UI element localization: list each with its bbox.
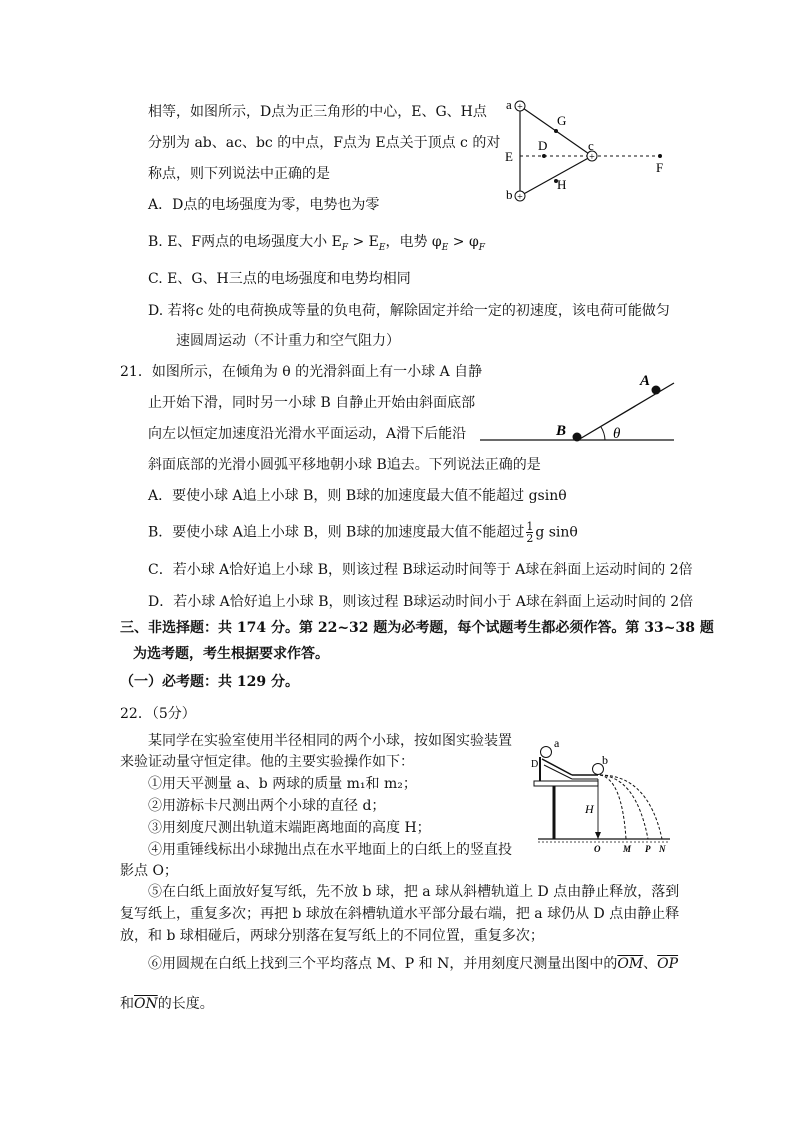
label-b: b [602, 753, 608, 767]
label-d: D [538, 138, 548, 153]
section3-heading-line-2: 为选考题，考生根据要求作答。 [133, 646, 329, 662]
q20-option-b: B. E、F两点的电场强度大小 $E_F > E_E$，电势 $\varphi_E > \varphi_F$ [148, 234, 486, 253]
label-g: G [557, 113, 567, 128]
q22-step-4-line-2: 影点 O； [120, 863, 178, 879]
q20-option-a: A．D点的电场强度为零，电势也为零 [148, 197, 380, 213]
q22-text-line-2: 来验证动量守恒定律。他的主要实验操作如下： [120, 754, 414, 770]
q22-text-line-1: 某同学在实验室使用半径相同的两个小球，按如图实验装置 [148, 733, 512, 749]
q21-option-d: D．若小球 A恰好追上小球 B，则该过程 B球运动时间小于 A球在斜面上运动时间的 2倍 [148, 594, 694, 610]
label-n: N [659, 844, 666, 853]
q21-text-line-4: 斜面底部的光滑小圆弧平移地朝小球 B追去。下列说法正确的是 [148, 457, 541, 473]
label-h: H [585, 802, 594, 816]
q21-option-c: C．若小球 A恰好追上小球 B，则该过程 B球运动时间等于 A球在斜面上运动时间的 2倍 [148, 562, 693, 578]
q20-option-c: C. E、G、H三点的电场强度和电势均相同 [148, 271, 411, 287]
q22-step-4-line-1: ④用重锤线标出小球抛出点在水平地面上的白纸上的竖直投 [148, 842, 512, 858]
q21-option-b: B．要使小球 A追上小球 B，则 B球的加速度最大值不能超过 $\frac{1}{2}$ g sinθ [148, 520, 578, 545]
q22-heading: 22．（5分） [120, 706, 196, 722]
label-ball-a: A [640, 373, 651, 389]
q22-step-5-line-3: 放，和 b 球相碰后，两球分别落在复写纸上的不同位置，重复多次； [120, 928, 544, 944]
label-b: b [506, 187, 513, 202]
section3-heading-line-1: 三、非选择题：共 174 分。第 22~32 题为必考题，每个试题考生都必须作答。第 33~38 题 [120, 620, 714, 636]
q21-option-a: A．要使小球 A追上小球 B，则 B球的加速度最大值不能超过 gsinθ [148, 488, 567, 504]
label-f: F [656, 160, 664, 175]
label-m: M [623, 844, 632, 853]
svg-text:+: + [517, 192, 523, 203]
q21-text-line-2: 止开始下滑，同时另一小球 B 自静止开始由斜面底部 [148, 395, 476, 411]
q22-step-6-line-1: ⑥用圆规在白纸上找到三个平均落点 M、P 和 N，并用刻度尺测量出图中的$\overline{OM}$、$\overline{OP}$ [148, 956, 679, 972]
q21-text-line-1: 21．如图所示，在倾角为 θ 的光滑斜面上有一小球 A 自静 [120, 364, 483, 380]
label-theta: θ [613, 426, 621, 442]
q22-step-1: ①用天平测量 a、b 两球的质量 m₁和 m₂； [148, 776, 417, 792]
q22-step-6-line-2: 和$\overline{ON}$的长度。 [120, 996, 214, 1012]
label-a: a [506, 97, 512, 112]
q22-step-5-line-1: ⑤在白纸上面放好复写纸，先不放 b 球，把 a 球从斜槽轨道上 D 点由静止释放，落到 [148, 884, 680, 900]
label-h: H [557, 177, 567, 192]
label-a: a [554, 736, 560, 750]
q20-option-d-line-1: D. 若将c 处的电荷换成等量的负电荷，解除固定并给一定的初速度，该电荷可能做匀 [148, 303, 670, 319]
q22-step-5-line-2: 复写纸上，重复多次；再把 b 球放在斜槽轨道水平部分最右端，把 a 球仍从 D 点由静止释 [120, 906, 680, 922]
q21-text-line-3: 向左以恒定加速度沿光滑水平面运动，A滑下后能沿 [148, 426, 467, 442]
ball-a [541, 747, 552, 758]
q20-text-line-3: 称点，则下列说法中正确的是 [148, 166, 330, 182]
svg-text:+: + [517, 102, 523, 113]
label-p: P [645, 844, 651, 853]
q20-text-line-1: 相等，如图所示，D点为正三角形的中心，E、G、H点 [148, 104, 487, 120]
q22-step-3: ③用刻度尺测出轨道末端距离地面的高度 H； [148, 820, 431, 836]
q20-option-d-line-2: 速圆周运动（不计重力和空气阻力） [176, 333, 400, 349]
ball-a [652, 386, 661, 395]
ball-b [573, 433, 582, 442]
q21-incline-figure [480, 365, 680, 450]
svg-text:+: + [589, 152, 595, 163]
q20-triangle-figure [500, 92, 680, 212]
q22-step-2: ②用游标卡尺测出两个小球的直径 d； [148, 798, 386, 814]
label-o: O [594, 844, 601, 853]
q22-apparatus-figure [530, 735, 675, 853]
label-e: E [505, 149, 513, 164]
label-ball-b: B [556, 423, 567, 439]
q20-text-line-2: 分别为 ab、ac、bc 的中点，F点为 E点关于顶点 c 的对 [148, 135, 501, 151]
section3-subheading: （一）必考题：共 129 分。 [120, 674, 299, 690]
label-d: D [531, 759, 539, 770]
label-c: c [588, 138, 594, 153]
